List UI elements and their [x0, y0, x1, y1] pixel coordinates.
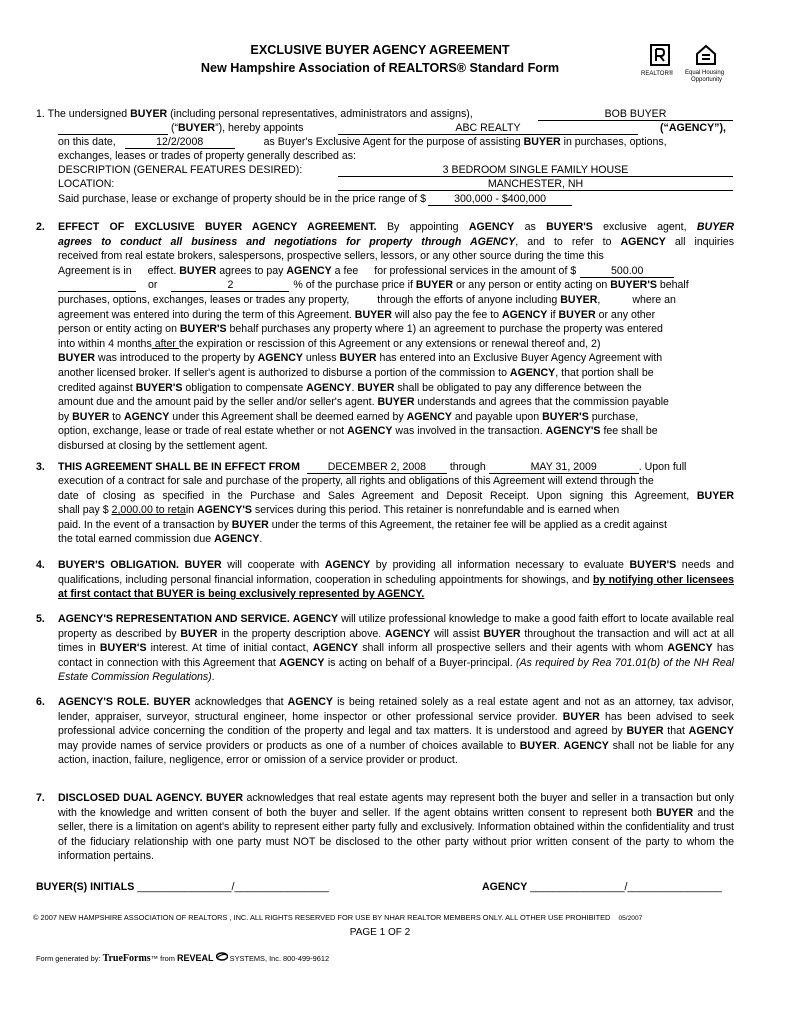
text: as: [514, 221, 547, 233]
description-line: [338, 163, 733, 178]
agency-word: AGENCY: [306, 381, 352, 394]
text: may provide names of service providers or products as one of a number of choices available to: [58, 739, 520, 752]
section-1: [36, 107, 473, 122]
section-7: [58, 791, 734, 864]
text: fee shall be: [600, 425, 658, 438]
buyer-word: BUYER: [354, 308, 392, 321]
agency-label: (“AGENCY”),: [660, 122, 726, 134]
effective-from-field[interactable]: DECEMBER 2, 2008: [307, 461, 447, 474]
agencys-word: AGENCY'S: [545, 425, 601, 438]
reveal-contact: SYSTEMS, Inc. 800-499-9612: [229, 954, 330, 963]
text: behalf purchases any property where 1) an agreement to purchase the property was entered: [226, 323, 663, 336]
text: the expiration or rescission of this Agreement or any extensions or renewal thereof and, 2): [178, 337, 601, 350]
text: By appointing: [376, 221, 469, 233]
text: ”), hereby appoints: [215, 122, 304, 134]
text: and payable upon: [451, 410, 543, 423]
buyer-word: BUYER: [562, 710, 600, 723]
buyers-word: BUYER'S: [135, 381, 183, 394]
text: The undersigned: [47, 108, 131, 120]
text: understands and agrees that the commission payable: [414, 396, 669, 409]
document-title: EXCLUSIVE BUYER AGENCY AGREEMENT: [250, 43, 510, 57]
description-label: DESCRIPTION (GENERAL FEATURES DESIRED):: [58, 164, 303, 176]
text: by: [58, 410, 73, 423]
text: , that portion shall be: [555, 366, 654, 379]
buyer-word: BUYER: [483, 627, 521, 640]
section-5: [58, 612, 734, 685]
section-7-heading: DISCLOSED DUAL AGENCY.: [58, 792, 203, 804]
buyer-word: BUYER: [339, 352, 377, 365]
text: months: [114, 337, 152, 350]
s1-row2: [58, 121, 303, 136]
text: shall not be liable for any action, inaction, failure, negligence, error or omission of a service provider or product.: [58, 739, 734, 767]
text: purchases, options, exchanges, leases or trades any property,: [58, 293, 350, 306]
buyer-word: BUYER: [178, 122, 216, 134]
equal-housing-icon: [695, 44, 717, 66]
buyers-word: BUYER'S: [546, 221, 593, 233]
text: and the seller, there is a limitation on agent's ability to represent either party fully and exclusively. Information obtained within the confidentiality and trust of the fiduciary relationship with one party must NOT be disclosed to the other party without prior written consent of the party to whom the information pertains.: [58, 806, 734, 863]
text: all inquiries: [665, 235, 734, 248]
buyers-word: BUYER'S: [629, 559, 677, 571]
text: throughout the transaction and will act at all times in: [58, 627, 734, 655]
s1-row3: [58, 135, 667, 150]
agency-word: AGENCY: [324, 559, 371, 571]
buyer-word: BUYER: [184, 559, 222, 571]
fee-blank-field[interactable]: [58, 279, 136, 292]
text: unless: [302, 352, 340, 365]
text: shall be obligated to pay any difference between the: [394, 381, 642, 394]
text: .: [556, 739, 564, 752]
revision-date: 05/2007: [618, 915, 643, 922]
retainer-field[interactable]: 2,000.00: [111, 504, 153, 517]
text: for professional services in the amount of $: [374, 264, 577, 277]
agency-word: AGENCY: [312, 642, 359, 655]
date-field[interactable]: 12/2/2008: [125, 136, 235, 149]
agency-word: AGENCY: [287, 696, 333, 708]
agency-initials-row: [482, 880, 722, 895]
text: the total earned commission due: [58, 533, 215, 546]
text: needs and qualifications, including personal financial information, cooperation in scheduling appointments for showings, and: [58, 559, 734, 586]
text: will utilize professional knowledge to make a good faith effort to locate available real property as described by: [58, 613, 734, 640]
agency-word: AGENCY: [257, 352, 303, 365]
buyer-word: BUYER: [58, 352, 96, 365]
section-4: [58, 558, 734, 602]
text: in the property description above.: [217, 627, 385, 640]
header-logos: [641, 44, 741, 84]
text: to: [109, 410, 124, 423]
section-4-heading: BUYER'S OBLIGATION.: [58, 559, 179, 571]
buyer-word: BUYER: [231, 518, 269, 531]
text: amount due and the amount paid by the seller and/or seller's agent.: [58, 396, 378, 409]
agency-word: AGENCY: [502, 308, 548, 321]
from-label: from: [160, 954, 175, 963]
reveal-swoosh-icon: [216, 952, 228, 967]
text: shall pay $: [58, 504, 112, 517]
text: is acting on behalf of a Buyer-principal.: [324, 656, 517, 669]
text: effect.: [147, 264, 177, 277]
buyers-word: BUYER'S: [179, 323, 227, 336]
text: Agreement is in: [58, 264, 132, 277]
section-6-number: 6.: [36, 696, 45, 708]
text: on this date,: [58, 136, 116, 148]
agency-initials-label: AGENCY: [482, 881, 528, 893]
realtor-label: REALTOR®: [641, 71, 674, 77]
buyer-word: BUYER: [377, 396, 415, 409]
text: that: [663, 725, 689, 738]
section-5-heading: AGENCY'S REPRESENTATION AND SERVICE.: [58, 613, 290, 625]
text: (“: [168, 122, 178, 134]
text: agrees to pay: [216, 264, 287, 277]
agency-word: AGENCY: [688, 725, 734, 738]
buyer-word: BUYER: [626, 725, 664, 738]
text: % of the purchase price if: [293, 279, 416, 292]
agency-word: AGENCY: [279, 656, 325, 669]
buyer-word: BUYER: [696, 489, 734, 502]
buyer-word: BUYER: [415, 279, 453, 292]
text: . Upon full: [638, 461, 687, 473]
text: received from real estate brokers, salespersons, prospective sellers, lessors, or any other source during the time this: [58, 250, 604, 263]
agency-word: AGENCY: [620, 235, 666, 248]
document-subtitle: New Hampshire Association of REALTORS® Standard Form: [200, 61, 560, 75]
months-field[interactable]: 4: [108, 337, 115, 350]
text: a fee: [331, 264, 359, 277]
text: interest. At time of initial contact,: [146, 642, 313, 655]
section-2: EFFECT OF EXCLUSIVE BUYER AGENCY AGREEMENT. By appointing AGENCY as BUYER'S exclusive agent, BUYER agrees to conduct all business and negotiations for property through AGENCY, and to refer to AGENCY all inquiries received from real estate brokers, salespersons, prospective sellers, lessors, or any other source during the time this Agreement is in effect. BUYER agrees to pay AGENCY a fee for professional services in the amount of $ 500.00 or 2 % of the purchase price if BUYER or any person or entity acting on BUYER'S behalf purchases, options, exchanges, leases or trades any property, through the efforts of anyone including BUYER, where an agreement was entered into during the term of this Agreement. BUYER will also pay the fee to AGENCY if BUYER or any other person or entity acting on BUYER'S behalf purchases any property where 1) an agreement to purchase the property was entered into within 4 months after the expiration or rescission of this Agreement or any extensions or renewal thereof and, 2) BUYER was introduced to the property by AGENCY unless BUYER has entered into an Exclusive Buyer Agency Agreement with another licensed broker. If seller's agent is authorized to disburse a portion of the commission to AGENCY, that portion shall be credited against BUYER'S obligation to compensate AGENCY. BUYER shall be obligated to pay any difference between the amount due and the amount paid by the seller and/or seller's agent. BUYER understands and agrees that the commission payable by BUYER to AGENCY under this Agreement shall be deemed earned by AGENCY and payable upon BUYER'S purchase, option, exchange, lease or trade of real estate whether or not AGENCY was involved in the transaction. AGENCY'S fee shall be disbursed at closing by the settlement agent.: [58, 221, 734, 452]
generated-by-label: Form generated by:: [36, 954, 101, 963]
text: disbursed at closing by the settlement agent.: [58, 439, 268, 452]
text: .: [211, 671, 215, 684]
agency-initials-field[interactable]: ________________/________________: [530, 881, 722, 893]
text: has been advised to seek professional advice concerning the condition of the property and legal and tax matters. It is understood and agreed by: [58, 710, 734, 738]
text: shall inform all prospective sellers and their agents with whom: [358, 642, 668, 655]
effective-to-field[interactable]: MAY 31, 2009: [489, 461, 639, 474]
buyers-word: BUYER'S: [99, 642, 147, 655]
text: has contact in connection with this Agreement that: [58, 642, 734, 669]
opportunity-label: Opportunity: [691, 77, 723, 83]
text: under this Agreement shall be deemed earned by: [169, 410, 407, 423]
form-generator-credit: [36, 951, 329, 967]
buyer-initials-row: [36, 880, 329, 895]
section-3: [58, 474, 734, 547]
text: will cooperate with: [221, 559, 325, 571]
text: if: [547, 308, 559, 321]
text: or: [148, 279, 158, 292]
text: (including personal representatives, administrators and assigns),: [167, 108, 473, 120]
text: person or entity acting on: [58, 323, 180, 336]
text: acknowledges that real estate agents may represent both the buyer and seller in a transaction but only with the knowledge and written consent of both the buyer and seller. If the agent obtains written consent to represent both: [58, 792, 734, 819]
agency-name-line: [338, 121, 638, 136]
text: was involved in the transaction.: [392, 425, 546, 438]
after-word: after: [151, 337, 179, 350]
section-5-number: 5.: [36, 613, 45, 625]
buyer-word: BUYER: [205, 792, 244, 804]
text: obligation to compensate: [182, 381, 307, 394]
buyer-word: BUYER: [519, 739, 557, 752]
text: agreement was entered into during the term of this Agreement.: [58, 308, 355, 321]
agency-word: AGENCY: [563, 739, 609, 752]
agency-word: AGENCY: [347, 425, 393, 438]
agency-word: AGENCY: [286, 264, 332, 277]
agency-word: AGENCY: [123, 410, 170, 423]
text: credited against: [58, 381, 136, 394]
text: where an: [632, 293, 676, 306]
text: through the efforts of anyone including: [377, 293, 561, 306]
agency-word: AGENCY: [292, 613, 339, 625]
agency-name-field[interactable]: ABC REALTY: [338, 122, 638, 135]
buyer-word: BUYER: [656, 806, 694, 819]
trueforms-logo: TrueForms: [102, 953, 151, 964]
agency-word: AGENCY: [214, 533, 260, 546]
section-2-number: 2.: [36, 221, 45, 233]
buyer-word: BUYER: [357, 381, 395, 394]
text: or any other: [595, 308, 656, 321]
section-3-heading: THIS AGREEMENT SHALL BE IN EFFECT FROM: [58, 461, 300, 473]
price-range-row: [58, 192, 572, 207]
location-line: [338, 177, 733, 192]
section-1-number: 1.: [36, 108, 45, 120]
agency-word: AGENCY: [468, 221, 515, 233]
text: , and to refer to: [515, 235, 621, 248]
agencys-word: AGENCY'S: [197, 504, 252, 517]
reveal-logo: REVEAL: [177, 953, 214, 963]
notify-clause: by notifying other licensees at first contact that BUYER is being exclusively represented by AGENCY.: [58, 573, 734, 601]
text: has entered into an Exclusive Buyer Agency Agreement with: [376, 352, 663, 365]
description-field[interactable]: 3 BEDROOM SINGLE FAMILY HOUSE: [338, 164, 733, 177]
agency-word: AGENCY: [509, 366, 556, 379]
text: exclusive agent,: [592, 221, 697, 233]
text: or any person or entity acting on: [453, 279, 611, 292]
text: option, exchange, lease or trade of real estate whether or not: [58, 425, 348, 438]
buyer-initials-field[interactable]: ________________/________________: [137, 881, 329, 893]
section-2-heading: EFFECT OF EXCLUSIVE BUYER AGENCY AGREEMENT.: [58, 221, 377, 233]
buyer-word: BUYER: [130, 108, 168, 120]
section-3-row1: [58, 460, 686, 475]
text: services during this period. This retainer is nonrefundable and is earned when: [251, 504, 620, 517]
text: to reta: [152, 504, 186, 517]
text: acknowledges that: [190, 696, 288, 708]
price-range-field[interactable]: 300,000 - $400,000: [428, 193, 572, 206]
page-number: PAGE 1 OF 2: [349, 927, 411, 938]
buyer-name-continued-field[interactable]: [58, 122, 168, 135]
text: by providing all information necessary to evaluate: [370, 559, 630, 571]
buyer-word: BUYER: [560, 293, 598, 306]
text: execution of a contract for sale and purchase of the property, all rights and obligations of this Agreement will extend through the: [58, 475, 654, 487]
buyer-word: BUYER: [153, 696, 191, 708]
text: in: [185, 504, 198, 517]
text: .: [259, 533, 263, 546]
copyright-notice: [33, 911, 642, 927]
buyer-word: BUYER: [523, 136, 561, 148]
text: into within: [58, 337, 109, 350]
agency-word: AGENCY: [406, 410, 452, 423]
text: paid. In the event of a transaction by: [58, 518, 232, 531]
section-6: [58, 695, 734, 768]
regulation-reference: (As required by Rea 701.01(b) of the NH Real Estate Commission Regulations): [58, 656, 735, 684]
agency-word: AGENCY: [384, 627, 431, 640]
agency-word: AGENCY: [667, 642, 713, 655]
buyers-word: BUYER'S: [610, 279, 657, 292]
section-3-number: 3.: [36, 461, 45, 473]
buyers-word: BUYER'S: [542, 410, 589, 423]
text: is being retained solely as a real estate agent and not as an attorney, tax advisor, lender, appraiser, surveyor, structural engineer, home inspector or other professional service provider.: [58, 696, 734, 723]
buyer-name-line: [538, 107, 733, 122]
buyer-word: BUYER: [558, 308, 596, 321]
buyer-word: BUYER: [72, 410, 110, 423]
price-label: Said purchase, lease or exchange of property should be in the price range of $: [58, 193, 427, 205]
location-field[interactable]: MANCHESTER, NH: [338, 178, 733, 191]
realtor-r-icon: [650, 44, 670, 66]
text: date of closing as specified in the Purchase and Sales Agreement and Deposit Receipt. Upon signing this Agreement,: [58, 489, 697, 502]
trademark-symbol: ™: [150, 954, 159, 963]
text: ,: [597, 293, 601, 306]
location-label: LOCATION:: [58, 178, 115, 190]
text: under the terms of this Agreement, the retainer fee will be applied as a credit against: [268, 518, 667, 531]
text: .: [351, 381, 358, 394]
text: another licensed broker. If seller's agent is authorized to disburse a portion of the commission to: [58, 366, 510, 379]
text: purchase,: [588, 410, 639, 423]
text: behalf: [656, 279, 689, 292]
text: will assist: [430, 627, 484, 640]
section-6-heading: AGENCY'S ROLE.: [58, 696, 150, 708]
buyer-initials-label: BUYER(S) INITIALS: [36, 881, 135, 893]
text: was introduced to the property by: [95, 352, 258, 365]
text: will also pay the fee to: [391, 308, 503, 321]
percent-field[interactable]: 2: [171, 279, 289, 292]
equal-housing-label: Equal Housing: [685, 70, 725, 76]
copyright-text: © 2007 NEW HAMPSHIRE ASSOCIATION OF REALTORS , INC. ALL RIGHTS RESERVED FOR USE BY NHAR REALTOR MEMBERS ONLY. ALL OTHER USE PROHIBITED: [33, 913, 611, 922]
buyer-name-field[interactable]: BOB BUYER: [538, 108, 733, 121]
section-4-number: 4.: [36, 559, 45, 571]
section-7-number: 7.: [36, 792, 45, 804]
text: as Buyer's Exclusive Agent for the purpose of assisting: [263, 136, 524, 148]
text: through: [449, 461, 486, 473]
buyer-word: BUYER: [180, 627, 218, 640]
fee-amount-field[interactable]: 500.00: [580, 265, 674, 278]
s1-row4: exchanges, leases or trades of property generally described as:: [58, 150, 356, 162]
text: in purchases, options,: [560, 136, 667, 148]
